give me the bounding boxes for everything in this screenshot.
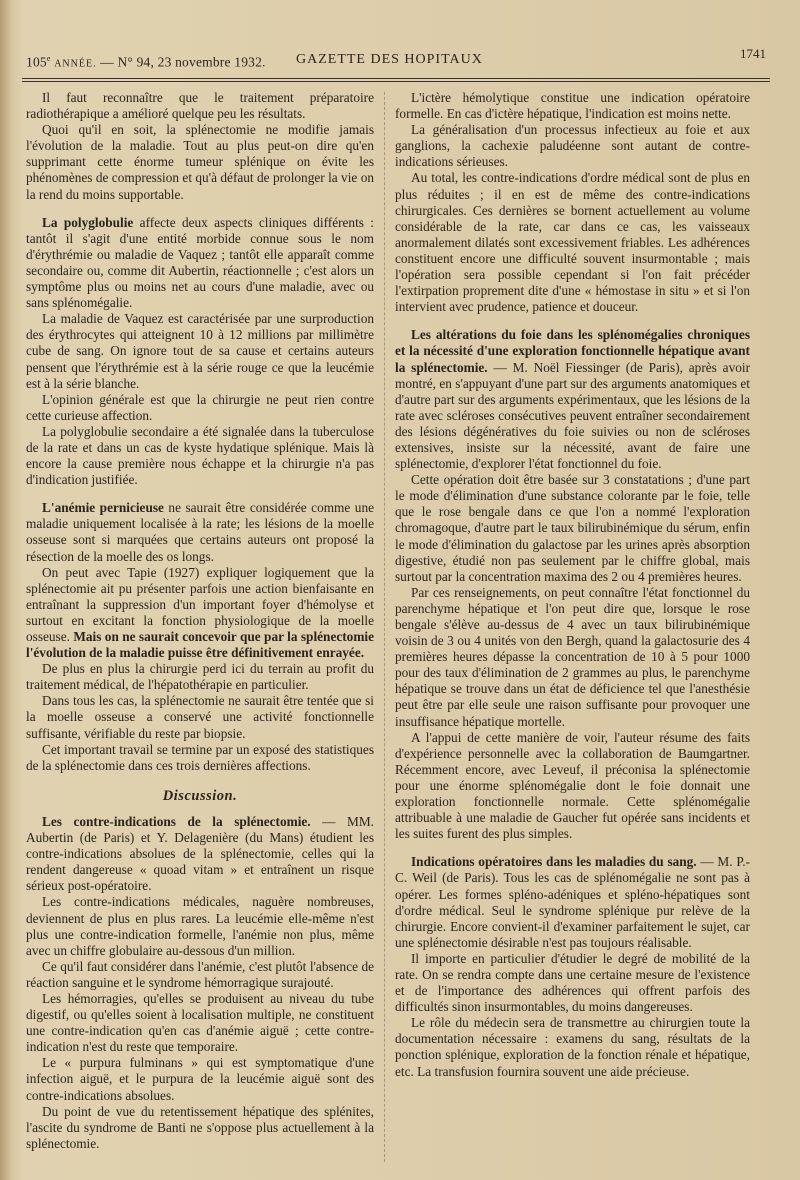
paragraph: La généralisation d'un processus infectieux au foie et aux ganglions, la cachexie paludéenne sont autant de contre-indications sérieuses.	[395, 122, 750, 170]
paragraph	[395, 327, 750, 472]
paragraph: Ce qu'il faut considérer dans l'anémie, c'est plutôt l'absence de réaction sanguine et le syndrome hémorragique surajouté.	[26, 958, 374, 990]
paragraph: Il importe en particulier d'étudier le degré de mobilité de la rate. On se rendra compte dans une certaine mesure de l'existence et de l'importance des adhérences qui offrent parfois des difficultés sinon insurmontables, du moins dangereuses.	[395, 950, 750, 1015]
year-number: 105	[26, 54, 47, 70]
paragraph: La polyglobulie secondaire a été signalée dans la tuberculose de la rate et dans un cas de kyste hydatique splénique. Mais là encore la cause première nous échappe et la chirurgie n'a pas d'indication justifiée.	[26, 423, 374, 488]
paragraph-text: — M. P.-C. Weil (de Paris). Tous les cas de splénomégalie ne sont pas à opérer. Les formes spléno-adéniques et spléno-hépatiques sont d'ordre médical. Seul le syndrome splénique pur relève de la chirurgie. Encore convient-il d'examiner parfaitement le sujet, car une splénectomie désirable n'est pas toujours réalisable.	[395, 854, 750, 950]
paragraph: Quoi qu'il en soit, la splénectomie ne modifie jamais l'évolution de la maladie. Tout au plus peut-on dire qu'en supprimant cette énorme tumeur splénique on évite les phénomènes de compression et qu'à défaut de prolonger la vie on la rend du moins supportable.	[26, 122, 374, 202]
header-rule-top	[22, 78, 770, 79]
paragraph: Dans tous les cas, la splénectomie ne saurait être tentée que si la moelle osseuse a conservé une activité fonctionnelle suffisante, vérifiable du reste par biopsie.	[26, 693, 374, 741]
paragraph: Les contre-indications médicales, naguère nombreuses, deviennent de plus en plus rares. La leucémie elle-même n'est plus une contre-indication formelle, l'anémie non plus, même avec un chiffre globulaire au-dessous d'un million.	[26, 894, 374, 958]
journal-title: GAZETTE DES HOPITAUX	[296, 52, 483, 67]
header-rule-bottom	[22, 81, 770, 82]
bold-lead: Les contre-indications de la splénectomie.	[42, 813, 311, 829]
bold-sentence: Mais on ne saurait concevoir que par la splénectomie l'évolution de la maladie puisse être définitivement enrayée.	[26, 629, 374, 661]
paragraph: Le « purpura fulminans » qui est symptomatique d'une infection aiguë, et le purpura de la leucémie aiguë sont des contre-indications absolues.	[26, 1055, 374, 1103]
paragraph-text: — M. Noël Fiessinger (de Paris), après avoir montré, en s'appuyant d'une part sur des arguments anatomiques et d'autre part sur des arguments expérimentaux, que les lésions de la rate avec scléroses consécutives peuvent entraîner secondairement des lésions dégénératives du foie suivies ou non de scléroses extensives, insiste sur la nécessité, avant de faire une splénectomie, d'explorer l'état fonctionnel du foie.	[395, 359, 750, 472]
paragraph	[26, 814, 374, 894]
paragraph: Par ces renseignements, on peut connaître l'état fonctionnel du parenchyme hépatique et l'on peut dire que, lorsque le rose bengale s'élève au-dessus de 4 avec un taux bilirubinémique voisin de 3 ou 4 unités von den Bergh, quand la galactosurie des 4 premières heures dépasse la concentration de 10 à 5 pour 1000 pour des taux d'élimination de 2 grammes au plus, le parenchyme hépatique se trouve dans un état de déficience tel que l'anesthésie peut être par elle seule une raison suffisante pour provoquer une insuffisance hépatique mortelle.	[395, 584, 750, 729]
paragraph: Il faut reconnaître que le traitement préparatoire radiothérapique a amélioré quelque peu les résultats.	[26, 90, 374, 122]
paragraph: L'ictère hémolytique constitue une indication opératoire formelle. En cas d'ictère hépatique, l'indication est moins nette.	[395, 90, 750, 122]
paragraph	[395, 854, 750, 951]
right-column	[395, 90, 750, 1080]
paragraph-text: On peut avec Tapie (1927) expliquer logiquement que la splénectomie ait pu présenter parfois une action bienfaisante en entraînant la suppression d'un important foyer d'hémolyse et surtout en excitant la fonction physiologique de la moelle osseuse.	[26, 564, 374, 644]
paragraph-text: — MM. Aubertin (de Paris) et Y. Delagenière (du Mans) étudient les contre-indications absolues de la splénectomie, celles qui la rendent dangereuse « quoad vitam » et entraînent un risque sérieux post-opératoire.	[26, 813, 374, 894]
bold-lead: La polyglobulie	[42, 214, 134, 230]
paragraph	[26, 500, 374, 564]
paragraph-text: ne saurait être considérée comme une maladie uniquement localisée à la rate; les lésions de la moelle osseuse sont si marquées que certains auteurs ont proposé la résection de la moelle des os longs.	[26, 500, 374, 564]
discussion-heading: Discussion.	[162, 787, 238, 804]
paragraph: Le rôle du médecin sera de transmettre au chirurgien toute la documentation nécessaire : examens du sang, résultats de la ponction splénique, exploration de la fonction rénale et hépatique, etc. La transfusion fournira souvent une aide précieuse.	[395, 1015, 750, 1079]
left-column	[26, 90, 374, 1152]
paragraph	[26, 215, 374, 312]
paragraph-text: affecte deux aspects cliniques différents : tantôt il s'agit d'une entité morbide connue sous le nom d'érythrémie ou maladie de Vaquez ; tantôt elle apparaît comme secondaire ou, comme dit Aubertin, réactionnelle ; c'est alors un symptôme plus ou moins net au cours d'une maladie, avec ou sans splénomégalie.	[26, 214, 374, 311]
page-number: 1741	[740, 46, 766, 61]
bold-lead: L'anémie pernicieuse	[42, 500, 164, 516]
year-word: ANNÉE.	[54, 58, 97, 70]
paragraph: La maladie de Vaquez est caractérisée par une surproduction des érythrocytes qui atteignent 10 à 12 millions par millimètre cube de sang. On ignore tout de sa cause et certains auteurs pensent que l'érythrémie est à la série rouge ce que la leucémie est à la série blanche.	[26, 311, 374, 391]
column-divider	[384, 92, 385, 1162]
paragraph	[26, 565, 374, 662]
paragraph: A l'appui de cette manière de voir, l'auteur résume des faits d'expérience personnelle avec la collaboration de Baumgartner. Récemment encore, avec Leveuf, il préconisa la splénectomie pour une énorme splénomégalie dont le foie donnait une exploration fonctionnelle normale. Cette splénomégalie attribuable à une maladie de Gaucher fut opérée sans incidents et les suites furent des plus simples.	[395, 729, 750, 842]
paragraph: Du point de vue du retentissement hépatique des splénites, l'ascite du syndrome de Banti ne s'oppose plus actuellement à la splénectomie.	[26, 1103, 374, 1151]
paragraph: L'opinion générale est que la chirurgie ne peut rien contre cette curieuse affection.	[26, 391, 374, 423]
paragraph: Cette opération doit être basée sur 3 constatations ; d'une part le mode d'élimination d'une substance colorante par le foie, telle que le rose bengale dans ce que l'on a nommé l'exploration chromagoque, d'autre part le taux bilirubinémique du sérum, enfin le mode d'élimination du galactose par les urines après absorption digestive, étudié non pas seulement par le chiffre global, mais surtout par la concentration maxima des 2 ou 4 premières heures.	[395, 472, 750, 584]
bold-lead: Indications opératoires dans les maladies du sang.	[411, 854, 697, 870]
page-header	[26, 46, 766, 78]
paragraph: Au total, les contre-indications d'ordre médical sont de plus en plus réduites ; il en est de même des contre-indications chirurgicales. Ces dernières se bornent actuellement au volume considérable de la rate, car dans ce cas, les vaisseaux anormalement dilatés sont excessivement friables. Les adhérences constituent encore une difficulté souvent insurmontable ; mais l'opération sera possible cependant si l'on fait précéder l'extirpation proprement dite d'une « hémostase in situ » et si l'on intervient avec prudence, patience et douceur.	[395, 170, 750, 315]
paragraph: De plus en plus la chirurgie perd ici du terrain au profit du traitement médical, de l'hépatothérapie en particulier.	[26, 661, 374, 693]
bold-lead: Les altérations du foie dans les splénomégalies chroniques et la nécessité d'une exploration fonctionnelle hépatique avant la splénectomie.	[395, 327, 750, 375]
year-superscript: e	[46, 54, 51, 63]
issue-date: — N° 94, 23 novembre 1932.	[100, 54, 266, 70]
paragraph: Les hémorragies, qu'elles se produisent au niveau du tube digestif, ou qu'elles soient à localisation multiple, ne constituent une contre-indication qu'en cas d'anémie aiguë ; cette contre-indication n'est du reste que temporaire.	[26, 990, 374, 1055]
issue-line	[26, 54, 266, 71]
paragraph: Cet important travail se termine par un exposé des statistiques de la splénectomie dans ces trois dernières affections.	[26, 741, 374, 773]
